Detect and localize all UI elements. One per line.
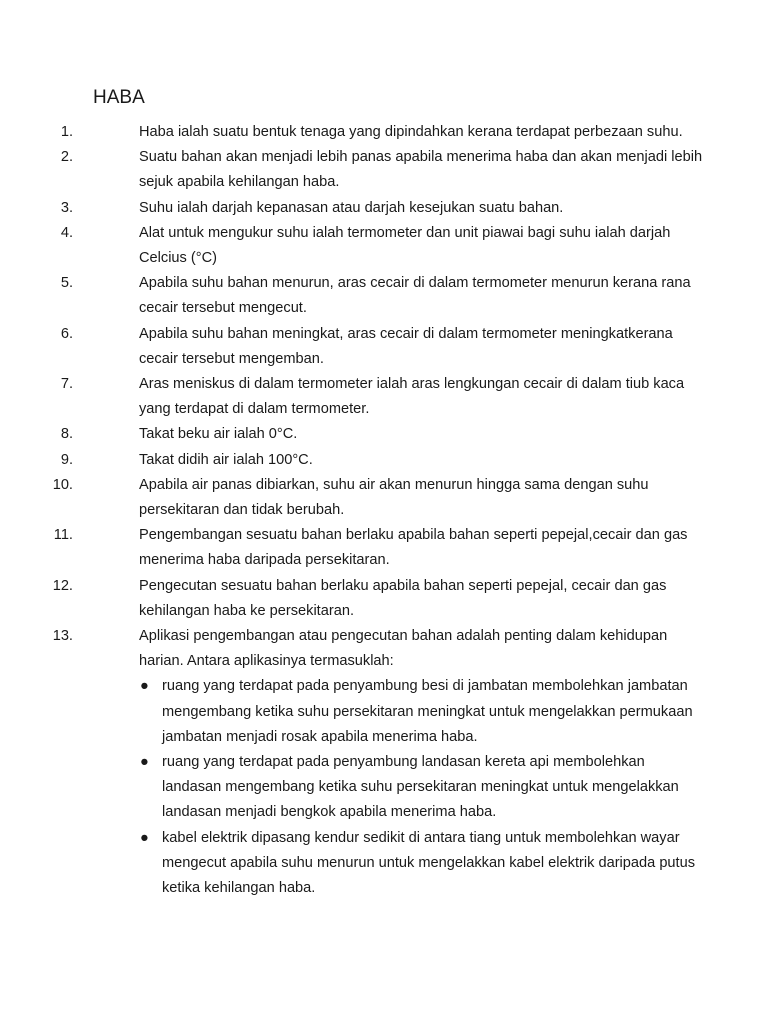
list-item-text: Aplikasi pengembangan atau pengecutan bahan adalah penting dalam kehidupan harian. Antara aplikasinya termasuklah: xyxy=(139,628,668,670)
bullet-item-text: ruang yang terdapat pada penyambung besi di jambatan membolehkan jambatan mengembang ketika suhu persekitaran meningkat untuk mengelakkan permukaan jambatan menjadi rosak apabila menerima haba. xyxy=(162,678,693,745)
list-item-text: Apabila air panas dibiarkan, suhu air akan menurun hingga sama dengan suhu persekitaran dan tidak berubah. xyxy=(139,476,649,519)
list-item xyxy=(0,448,709,473)
list-item-text: Aras meniskus di dalam termometer ialah aras lengkungan cecair di dalam tiub kaca yang terdapat di dalam termometer. xyxy=(139,376,685,418)
list-item-text: Suhu ialah darjah kepanasan atau darjah kesejukan suatu bahan. xyxy=(139,199,564,216)
list-item xyxy=(0,120,709,145)
list-item-number: 6. xyxy=(60,325,73,342)
list-item-text: Haba ialah suatu bentuk tenaga yang dipindahkan kerana terdapat perbezaan suhu. xyxy=(139,124,683,140)
list-item-number: 9. xyxy=(60,451,73,468)
list-item xyxy=(0,523,709,573)
bullet-item xyxy=(139,674,702,750)
list-item-number: 4. xyxy=(60,224,73,241)
list-item-number: 13. xyxy=(52,628,73,645)
bullet-item-text: ruang yang terdapat pada penyambung landasan kereta api membolehkan landasan mengembang ketika suhu persekitaran meningkat untuk mengelakkan landasan menjadi bengkok apabila menerima haba. xyxy=(162,754,679,821)
bullet-icon: ● xyxy=(140,678,149,695)
bullet-item xyxy=(139,750,702,826)
list-item-number: 3. xyxy=(60,199,73,216)
bullet-item xyxy=(139,826,702,902)
list-item-number: 1. xyxy=(60,124,73,140)
list-item xyxy=(0,372,709,422)
list-item-number: 8. xyxy=(60,426,73,443)
list-item xyxy=(0,221,709,271)
list-item-number: 12. xyxy=(52,577,73,594)
list-item xyxy=(0,473,709,523)
bullet-item-text: kabel elektrik dipasang kendur sedikit di antara tiang untuk membolehkan wayar mengecut apabila suhu menurun untuk mengelakkan kabel elektrik daripada putus ketika kehilangan haba. xyxy=(162,829,696,897)
list-item-number: 11. xyxy=(53,527,73,544)
list-item xyxy=(0,196,709,221)
list-item-number: 5. xyxy=(60,275,73,292)
list-item-text: Apabila suhu bahan menurun, aras cecair di dalam termometer menurun kerana rana cecair tersebut mengecut. xyxy=(139,275,691,317)
bullet-icon: ● xyxy=(140,754,149,771)
document-title: HABA xyxy=(93,87,145,108)
numbered-list xyxy=(0,120,768,901)
list-item-text: Alat untuk mengukur suhu ialah termometer dan unit piawai bagi suhu ialah darjah Celcius (°C) xyxy=(139,224,671,267)
list-item-text: Pengembangan sesuatu bahan berlaku apabila bahan seperti pepejal,cecair dan gas menerima haba daripada persekitaran. xyxy=(139,527,688,569)
list-item-number: 10. xyxy=(52,476,73,493)
list-item-text: Pengecutan sesuatu bahan berlaku apabila bahan seperti pepejal, cecair dan gas kehilangan haba ke persekitaran. xyxy=(139,577,667,619)
list-item xyxy=(0,145,709,195)
list-item-text: Apabila suhu bahan meningkat, aras cecair di dalam termometer meningkatkerana cecair tersebut mengemban. xyxy=(139,325,673,367)
list-item-text: Takat beku air ialah 0°C. xyxy=(139,426,298,443)
bullet-icon: ● xyxy=(140,829,149,846)
list-item-text: Suatu bahan akan menjadi lebih panas apabila menerima haba dan akan menjadi lebih sejuk apabila kehilangan haba. xyxy=(139,149,703,191)
list-item-text: Takat didih air ialah 100°C. xyxy=(139,451,313,468)
list-item xyxy=(0,271,709,321)
list-item xyxy=(0,322,709,372)
list-item-number: 2. xyxy=(60,149,73,166)
list-item xyxy=(0,574,709,624)
list-item-number: 7. xyxy=(60,376,73,393)
list-item xyxy=(0,422,709,447)
bullet-list xyxy=(139,674,709,901)
list-item xyxy=(0,624,709,901)
